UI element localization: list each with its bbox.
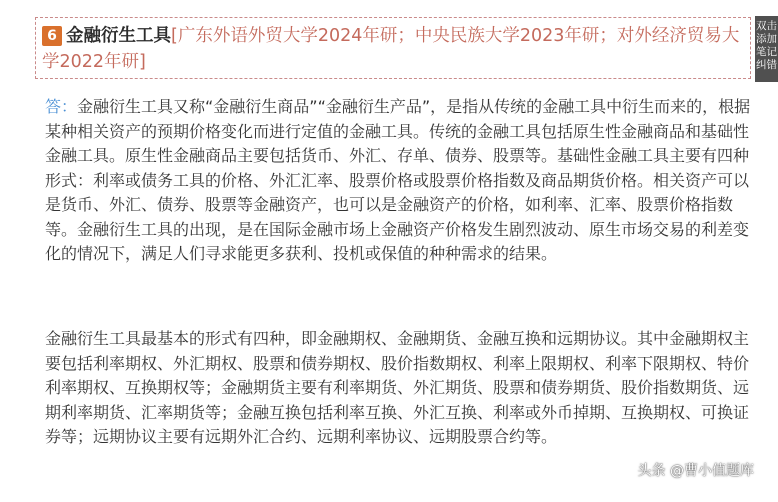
- answer-paragraph-2: 金融衍生工具最基本的形式有四种，即金融期权、金融期货、金融互换和远期协议。其中金融期权主要包括利率期权、外汇期权、股票和债券期权、股价指数期权、利率上限期权、利率下限期权、特价利率期权、互换期权等；金融期货主要有利率期货、外汇期货、股票和债券期货、股价指数期货、远期利率期货、汇率期货等；金融互换包括利率互换、外汇互换、利率或外币掉期、互换期权、可换证券等；远期协议主要有远期外汇合约、远期利率协议、远期股票合约等。: [45, 329, 750, 446]
- answer-label: 答：: [45, 97, 78, 116]
- side-tab-line: 双击: [756, 20, 777, 32]
- question-title: 金融衍生工具: [66, 26, 171, 46]
- side-tab-line: 笔记: [756, 46, 777, 58]
- side-tab-line: 纠错: [756, 59, 777, 71]
- answer-paragraph-1: [45, 95, 751, 267]
- question-heading: [42, 23, 746, 75]
- question-number-badge: 6: [42, 26, 62, 46]
- answer-paragraph-1-text: 金融衍生工具又称“金融衍生商品”“金融衍生产品”，是指从传统的金融工具中衍生而来的，根据某种相关资产的预期价格变化而进行定值的金融工具。传统的金融工具包括原生性金融商品和基础性金融工具。原生性金融商品主要包括货币、外汇、存单、债券、股票等。基础性金融工具主要有四种形式：利率或债务工具的价格、外汇汇率、股票价格或股票价格指数及商品期货价格。相关资产可以是货币、外汇、债券、股票等金融资产，也可以是金融资产的价格，如利率、汇率、股票价格指数等。金融衍生工具的出现，是在国际金融市场上金融资产价格发生剧烈波动、原生市场交易的利差变化的情况下，满足人们寻求能更多获利、投机或保值的种种需求的结果。: [45, 97, 751, 263]
- side-tab-line: 添加: [756, 33, 777, 45]
- add-note-correction-tab[interactable]: [755, 16, 778, 82]
- question-heading-box: [35, 17, 751, 79]
- watermark: 头条 @曹小值题库: [637, 463, 754, 479]
- question-source: [广东外语外贸大学2024年研；中央民族大学2023年研；对外经济贸易大学2022年研]: [42, 26, 740, 72]
